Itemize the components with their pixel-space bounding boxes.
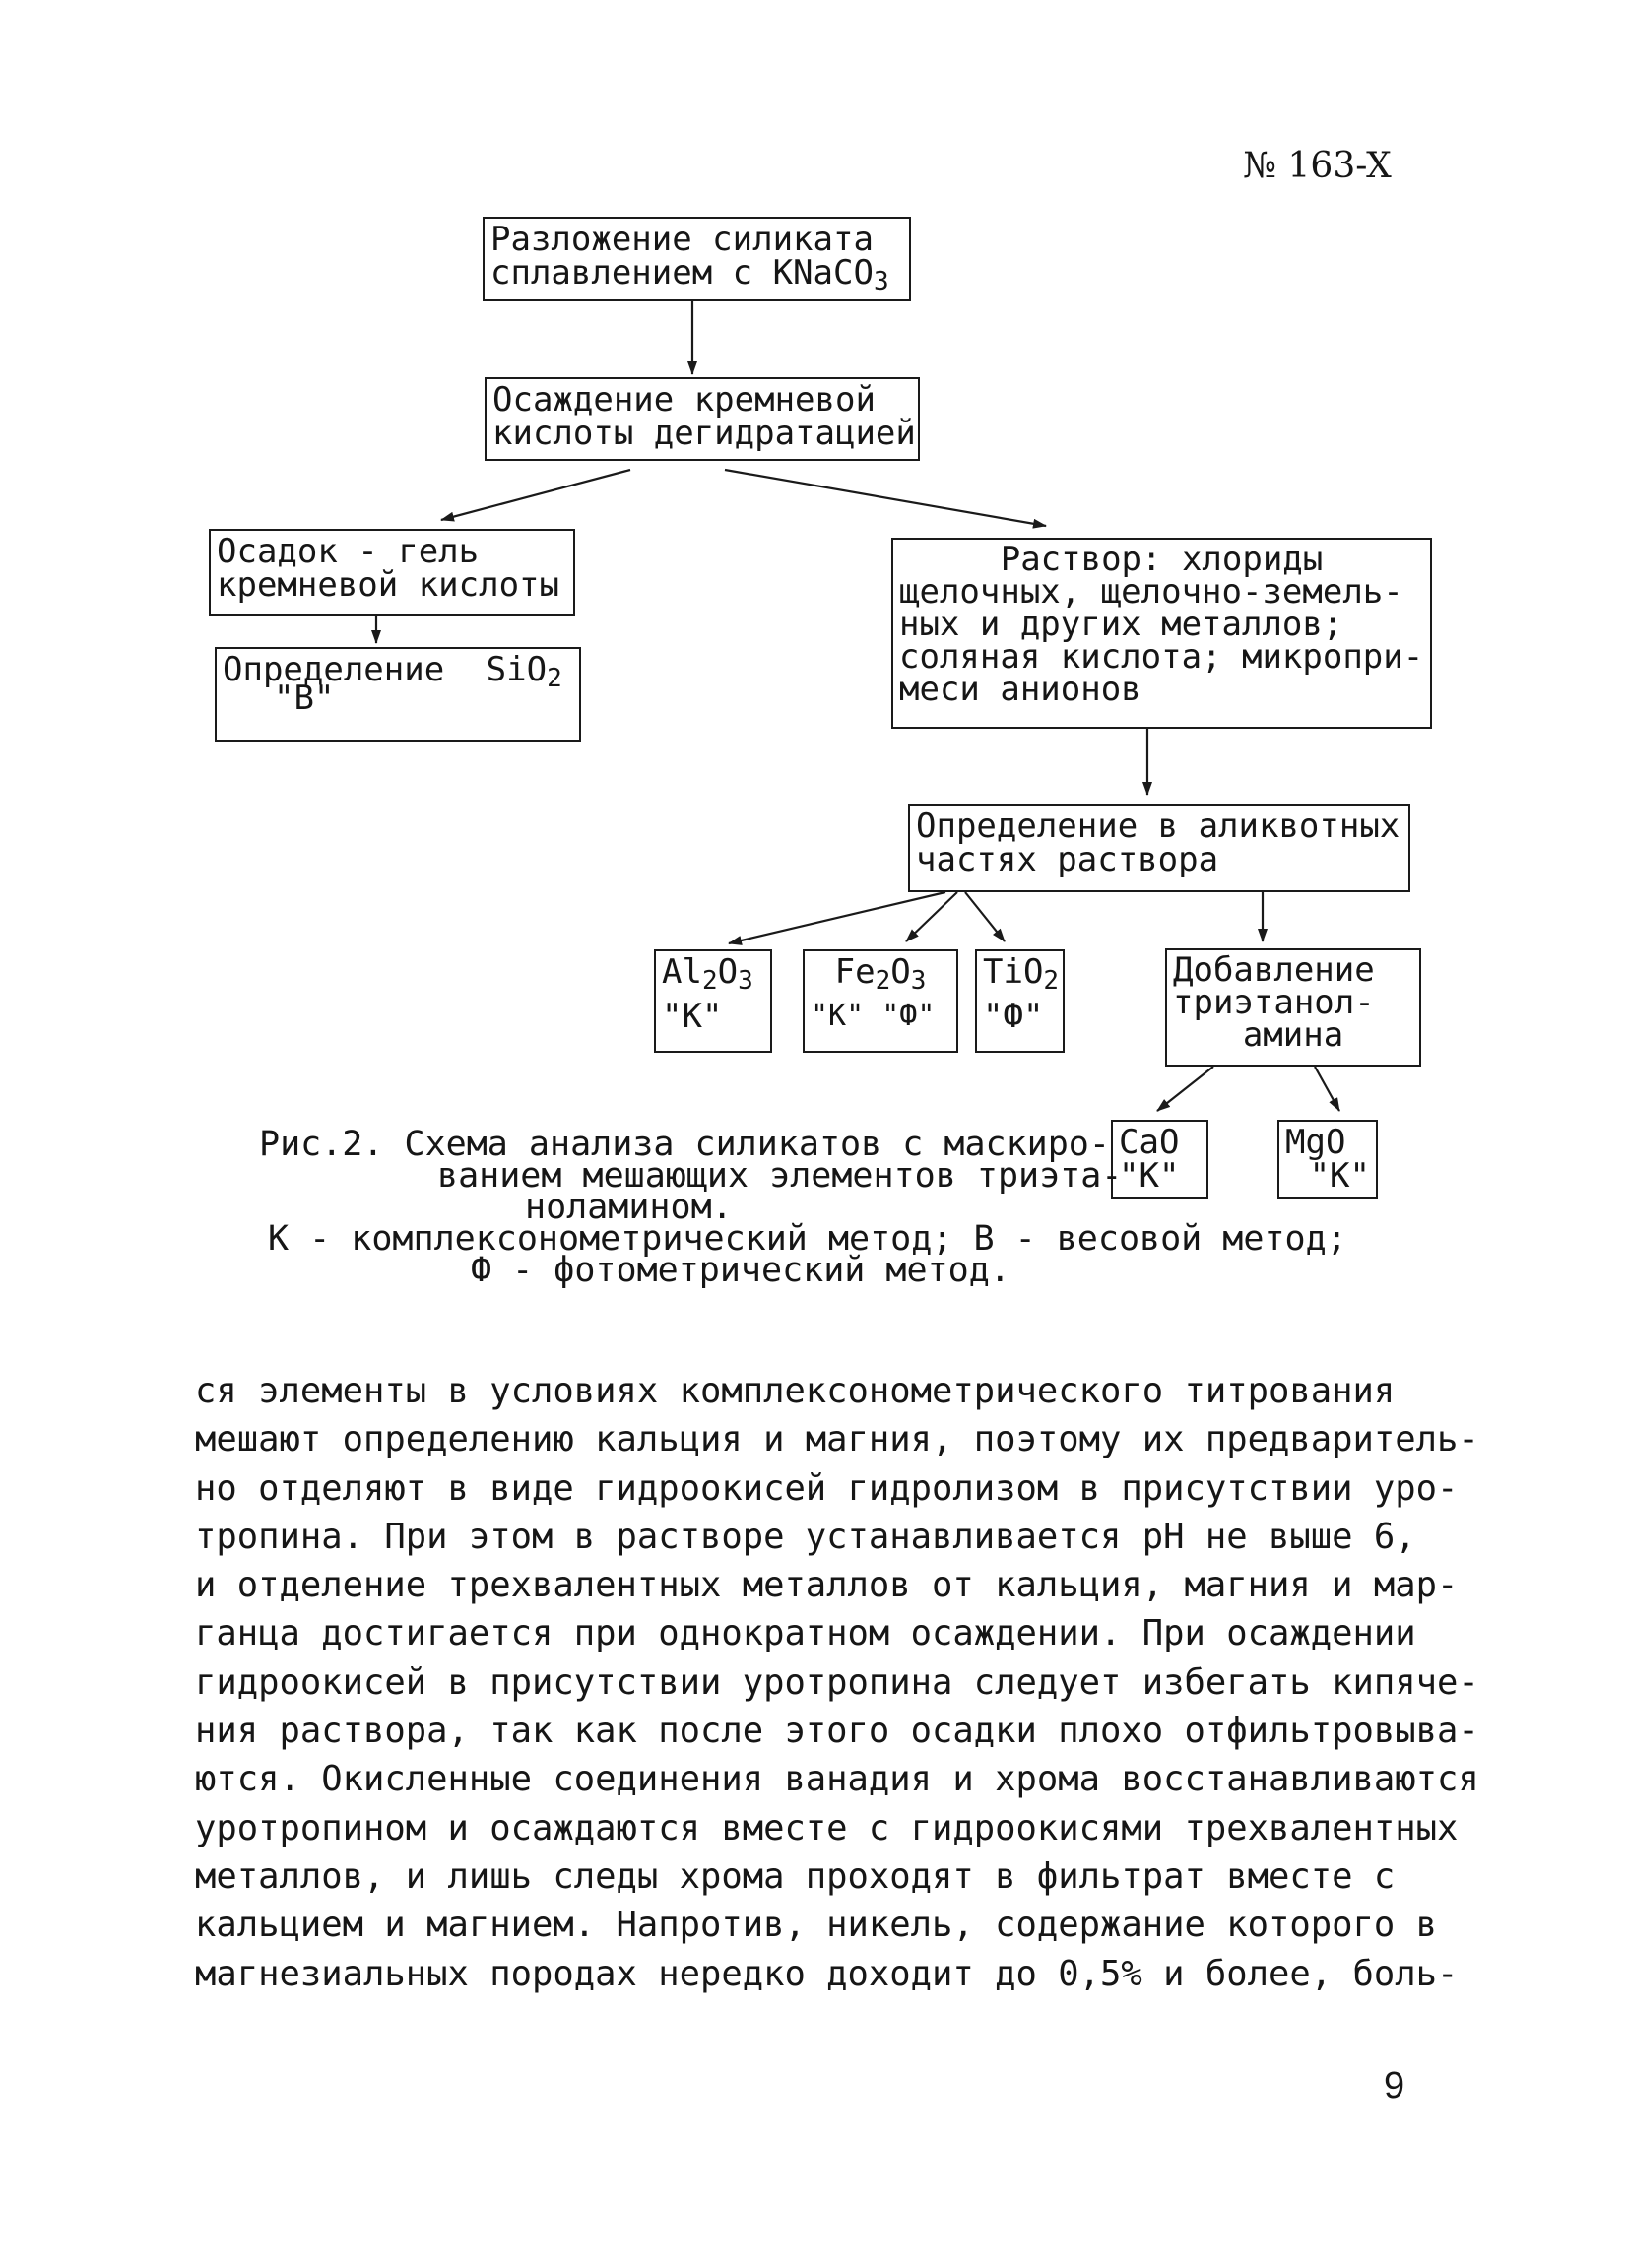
box-aliquot (908, 804, 1410, 892)
box-solution (891, 538, 1432, 729)
body-line: но отделяют в виде гидроокисей гидролизом в присутствии уро- (195, 1467, 1459, 1509)
decomposition-subscript: 3 (873, 267, 889, 296)
box-tio2 (975, 949, 1065, 1053)
arrow-to-sediment (441, 470, 630, 520)
cao-formula: CaO (1119, 1123, 1180, 1162)
triethanolamine-line2: триэтанол- (1173, 983, 1375, 1022)
body-line: гидроокисей в присутствии уротропина следует избегать кипяче- (195, 1661, 1479, 1703)
figure-caption-line4: К - комплексонометрический метод; В - весовой метод; (268, 1219, 1347, 1259)
body-line: и отделение трехвалентных металлов от кальция, магния и мар- (195, 1565, 1459, 1606)
box-sio2-determination (215, 647, 581, 742)
solution-line3: ных и других металлов; (899, 605, 1343, 644)
sediment-line1: Осадок - гель (217, 532, 480, 571)
body-line: ния раствора, так как после этого осадки плохо отфильтровыва- (195, 1711, 1479, 1752)
solution-line1: Раствор: хлориды (1000, 540, 1324, 579)
figure-caption-line3: ноламином. (525, 1188, 733, 1227)
box-mgo (1277, 1120, 1378, 1199)
arrow-to-cao (1157, 1067, 1213, 1111)
body-paragraph (195, 1367, 1479, 1998)
body-line: ганца достигается при однократном осаждении. При осаждении (195, 1613, 1416, 1654)
tio2-el1: TiO (983, 952, 1044, 992)
figure-caption-line2: ванием мешающих элементов триэта- (437, 1156, 1123, 1196)
triethanolamine-line3: амина (1242, 1015, 1344, 1055)
mgo-method: "К" (1309, 1156, 1370, 1196)
sio2-subscript: 2 (547, 664, 562, 693)
sio2-formula: SiO (486, 650, 548, 689)
fe2o3-sub1: 2 (875, 966, 891, 996)
tio2-sub1: 2 (1043, 966, 1060, 996)
arrow-to-mgo (1315, 1067, 1339, 1111)
sio2-label: Определение (223, 650, 445, 689)
solution-line5: меси анионов (899, 670, 1141, 709)
box-decomposition (483, 217, 911, 301)
decomposition-line2: сплавлением с KNaCO (490, 253, 874, 292)
precipitation-line2: кислоты дегидратацией (492, 414, 916, 453)
box-al2o3 (654, 949, 772, 1053)
body-line: уротропином и осаждаются вместе с гидроокисями трехвалентных (195, 1807, 1459, 1848)
al2o3-sub2: 3 (738, 966, 753, 996)
fe2o3-el1: Fe (834, 952, 876, 992)
figure-caption-line5: Ф - фотометрический метод. (471, 1251, 1010, 1290)
sediment-line2: кремневой кислоты (217, 565, 559, 605)
cao-method: "К" (1119, 1156, 1180, 1196)
document-number: № 163-X (1243, 146, 1392, 186)
al2o3-el2: O (717, 952, 739, 992)
page-number: 9 (1384, 2065, 1405, 2106)
precipitation-line1: Осаждение кремневой (492, 380, 876, 420)
body-line: кальцием и магнием. Напротив, никель, содержание которого в (195, 1905, 1437, 1946)
figure-caption-line1: Рис.2. Схема анализа силикатов с маскиро- (259, 1125, 1110, 1164)
box-sediment (209, 529, 575, 616)
body-line: ются. Окисленные соединения ванадия и хрома восстанавливаются (195, 1759, 1479, 1800)
body-line: ся элементы в условиях комплексонометрического титрования (195, 1371, 1396, 1411)
solution-line4: соляная кислота; микропри- (899, 637, 1424, 677)
sio2-method: "В" (274, 679, 335, 718)
mgo-formula: MgO (1285, 1123, 1346, 1162)
solution-line2: щелочных, щелочно-земель- (899, 572, 1403, 612)
al2o3-el1: Al (662, 952, 702, 992)
box-cao (1111, 1120, 1208, 1199)
body-line: мешают определению кальция и магния, поэтому их предваритель- (195, 1419, 1479, 1460)
box-fe2o3 (803, 949, 958, 1053)
body-line: металлов, и лишь следы хрома проходят в фильтрат вместе с (195, 1855, 1396, 1897)
aliquot-line1: Определение в аликвотных (916, 807, 1400, 846)
tio2-method: "Ф" (983, 997, 1044, 1036)
aliquot-line2: частях раствора (916, 840, 1219, 879)
decomposition-line1: Разложение силиката (490, 220, 874, 259)
fe2o3-method: "К" "Ф" (811, 999, 936, 1033)
arrow-to-solution (725, 470, 1046, 526)
body-line: тропина. При этом в растворе устанавливается pH не выше 6, (195, 1516, 1416, 1557)
body-line: магнезиальных породах нередко доходит до 0,5% и более, боль- (195, 1953, 1459, 1994)
fe2o3-sub2: 3 (910, 966, 927, 996)
al2o3-method: "К" (662, 997, 723, 1036)
al2o3-sub1: 2 (701, 966, 718, 996)
triethanolamine-line1: Добавление (1173, 950, 1375, 990)
box-precipitation (485, 377, 920, 461)
box-triethanolamine (1165, 948, 1421, 1067)
arrow-to-tio2 (965, 892, 1005, 941)
fe2o3-el2: O (890, 952, 911, 992)
